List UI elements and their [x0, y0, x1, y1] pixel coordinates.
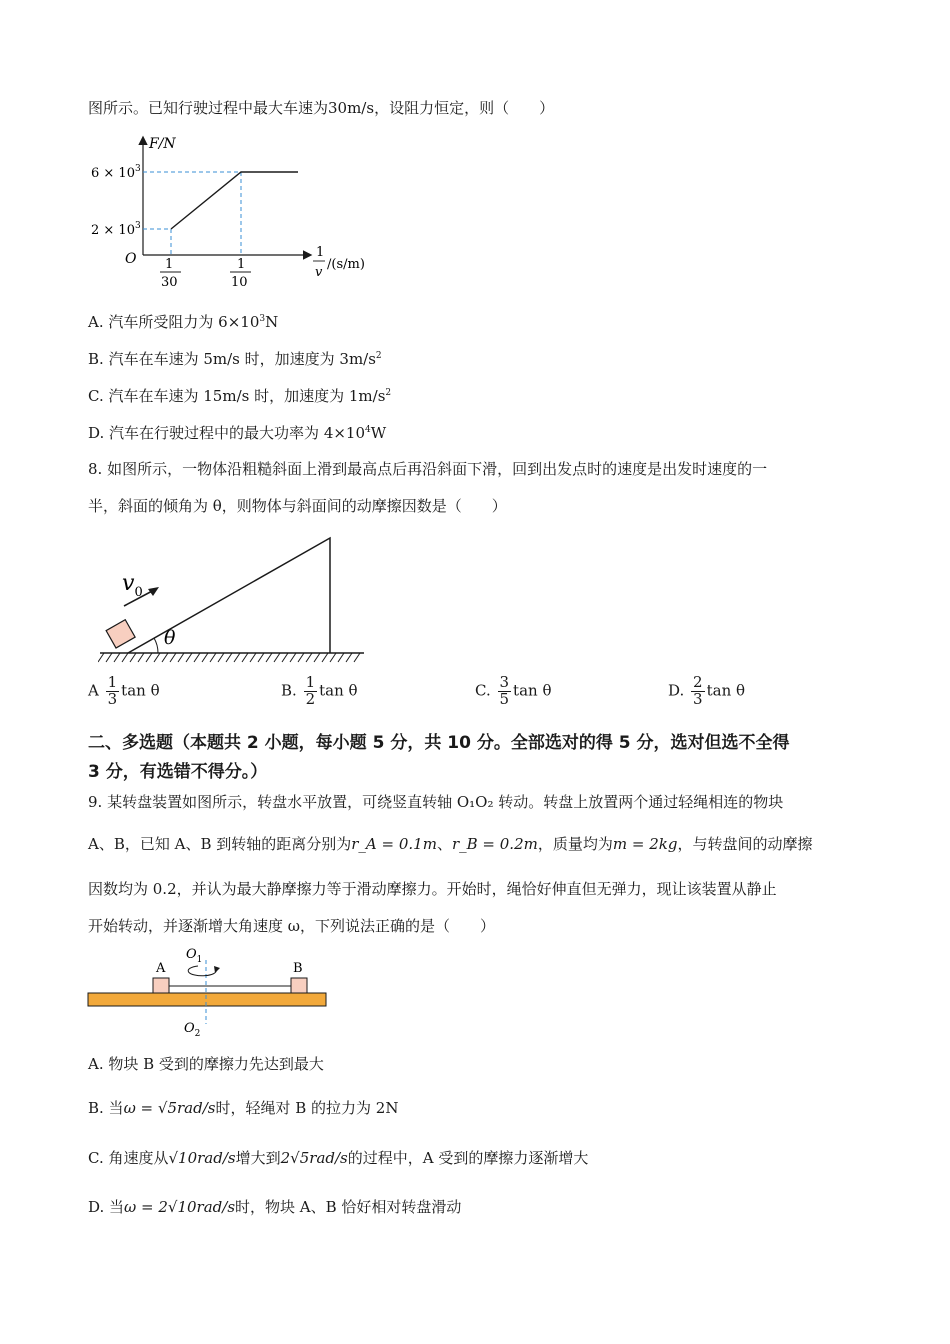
q8-stem-line2: 半，斜面的倾角为 θ，则物体与斜面间的动摩擦因数是（ ）: [88, 497, 507, 515]
svg-text:1: 1: [165, 257, 174, 272]
svg-text:1: 1: [316, 245, 325, 260]
q8-option-c: C. $\frac{3}{5}$ tan θ: [475, 673, 552, 708]
q9-option-d: D. 当ω = 2√10rad/s时，物块 A、B 恰好相对转盘滑动: [88, 1198, 462, 1216]
q9-option-c: C. 角速度从√10rad/s增大到2√5rad/s的过程中，A 受到的摩擦力逐渐增大: [88, 1149, 589, 1167]
turntable: [88, 993, 326, 1006]
q9-turntable-figure: [86, 942, 331, 1042]
q8-option-a: A $\frac{1}{3}$ tan θ: [88, 673, 160, 708]
theta-label: θ: [164, 627, 176, 649]
section2-heading-line2: 3 分，有选错不得分。）: [88, 762, 268, 782]
q7-option-c: C. 汽车在车速为 15m/s 时，加速度为 $1m/s^2$: [88, 387, 392, 405]
svg-text:/(s/m): /(s/m): [327, 257, 365, 272]
svg-text:30: 30: [161, 275, 178, 290]
q9-stem-line3: 因数均为 0.2，并认为最大静摩擦力等于滑动摩擦力。开始时，绳恰好伸直但无弹力，现让该装置从静止: [88, 880, 777, 898]
intro-text: 图所示。已知行驶过程中最大车速为30m/s，设阻力恒定，则（ ）: [88, 99, 555, 117]
q7-option-b: B. 汽车在车速为 5m/s 时，加速度为 $3m/s^2$: [88, 350, 382, 368]
q8-option-d: D. $\frac{2}{3}$ tan θ: [668, 673, 746, 708]
y-axis-label: F/N: [149, 136, 176, 152]
block-b: [291, 978, 307, 993]
q9-stem-line1: 9. 某转盘装置如图所示，转盘水平放置，可绕竖直转轴 O₁O₂ 转动。转盘上放置两个通过轻绳相连的物块: [88, 793, 784, 811]
q9-stem-line4: 开始转动，并逐渐增大角速度 ω，下列说法正确的是（ ）: [88, 917, 496, 935]
incline: [128, 538, 330, 653]
q9-stem-line2: A、B，已知 A、B 到转轴的距离分别为r_A = 0.1m、r_B = 0.2m，质量均为m = 2kg，与转盘间的动摩擦: [88, 835, 813, 853]
q9-option-b: B. 当ω = √5rad/s时，轻绳对 B 的拉力为 2N: [88, 1099, 399, 1117]
svg-text:B: B: [293, 961, 303, 976]
svg-text:A: A: [156, 961, 166, 976]
force-curve: [171, 172, 298, 229]
angle-arc: [154, 638, 158, 653]
q8-option-b: B. $\frac{1}{2}$ tan θ: [281, 673, 358, 708]
svg-text:O1: $O_1$: [186, 947, 203, 965]
q7-option-a: A. 汽车所受阻力为 $6\times 10^3N$: [88, 313, 279, 331]
section2-heading-line1: 二、多选题（本题共 2 小题，每小题 5 分，共 10 分。全部选对的得 5 分，选对但选不全得: [88, 733, 790, 753]
svg-text:10: 10: [231, 275, 248, 290]
svg-text:O2: $O_2$: [184, 1021, 201, 1039]
q8-stem-line1: 8. 如图所示，一物体沿粗糙斜面上滑到最高点后再沿斜面下滑，回到出发点时的速度是出发时速度的一: [88, 460, 768, 478]
q8-incline-figure: [98, 532, 368, 667]
rotation-arrow: [188, 966, 216, 976]
q9-option-a: A. 物块 B 受到的摩擦力先达到最大: [88, 1055, 324, 1073]
svg-text:1: 1: [237, 257, 246, 272]
svg-text:2 × 103: $2 \times 10^3$: [91, 221, 141, 238]
v0-label: $v_0$: [122, 571, 143, 600]
block-a: [153, 978, 169, 993]
block: [106, 620, 135, 648]
q7-option-d: D. 汽车在行驶过程中的最大功率为 $4\times 10^4W$: [88, 424, 387, 442]
svg-text:6 × 103: $6 \times 10^3$: [91, 164, 141, 181]
svg-text:v: v: [315, 265, 323, 280]
q7-graph: [85, 130, 385, 295]
origin-label: O: [125, 251, 137, 267]
